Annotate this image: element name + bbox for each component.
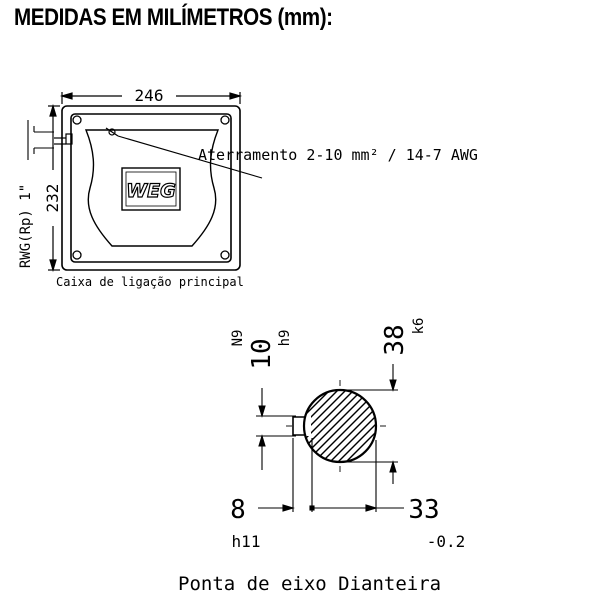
cable-entry bbox=[54, 134, 72, 144]
key-depth-dimension bbox=[258, 438, 404, 512]
key-depth-tol-label: h11 bbox=[231, 532, 261, 551]
key-height-tol-label: -0.2 bbox=[426, 532, 466, 551]
thread-leader bbox=[28, 120, 54, 160]
shaft-caption: Ponta de eixo Dianteira bbox=[178, 573, 442, 595]
key-width-label: 10 bbox=[247, 338, 277, 370]
diameter-label: 38 bbox=[380, 324, 410, 356]
grounding-label: Aterramento 2-10 mm² / 14-7 AWG bbox=[198, 146, 478, 164]
weg-logo bbox=[122, 168, 180, 210]
width-dim-label: 246 bbox=[134, 86, 164, 105]
height-dim-label: 232 bbox=[43, 183, 62, 213]
logo-text: WEG bbox=[126, 180, 176, 202]
key-width-dimension bbox=[256, 388, 296, 470]
key-height-label: 33 bbox=[408, 495, 440, 525]
shaft-hatching bbox=[250, 390, 418, 470]
terminal-box-caption: Caixa de ligação principal bbox=[56, 275, 244, 289]
page-title: MEDIDAS EM MILÍMETROS (mm): bbox=[14, 4, 333, 31]
diameter-tol-label: k6 bbox=[411, 317, 427, 335]
key-width-tol-upper: N9 bbox=[230, 329, 246, 347]
shaft-section bbox=[250, 380, 418, 472]
key-width-tol-lower: h9 bbox=[277, 329, 293, 347]
ground-screw-icon bbox=[106, 128, 118, 136]
key-depth-label: 8 bbox=[230, 495, 246, 525]
thread-label: RWG(Rp) 1" bbox=[18, 183, 34, 269]
